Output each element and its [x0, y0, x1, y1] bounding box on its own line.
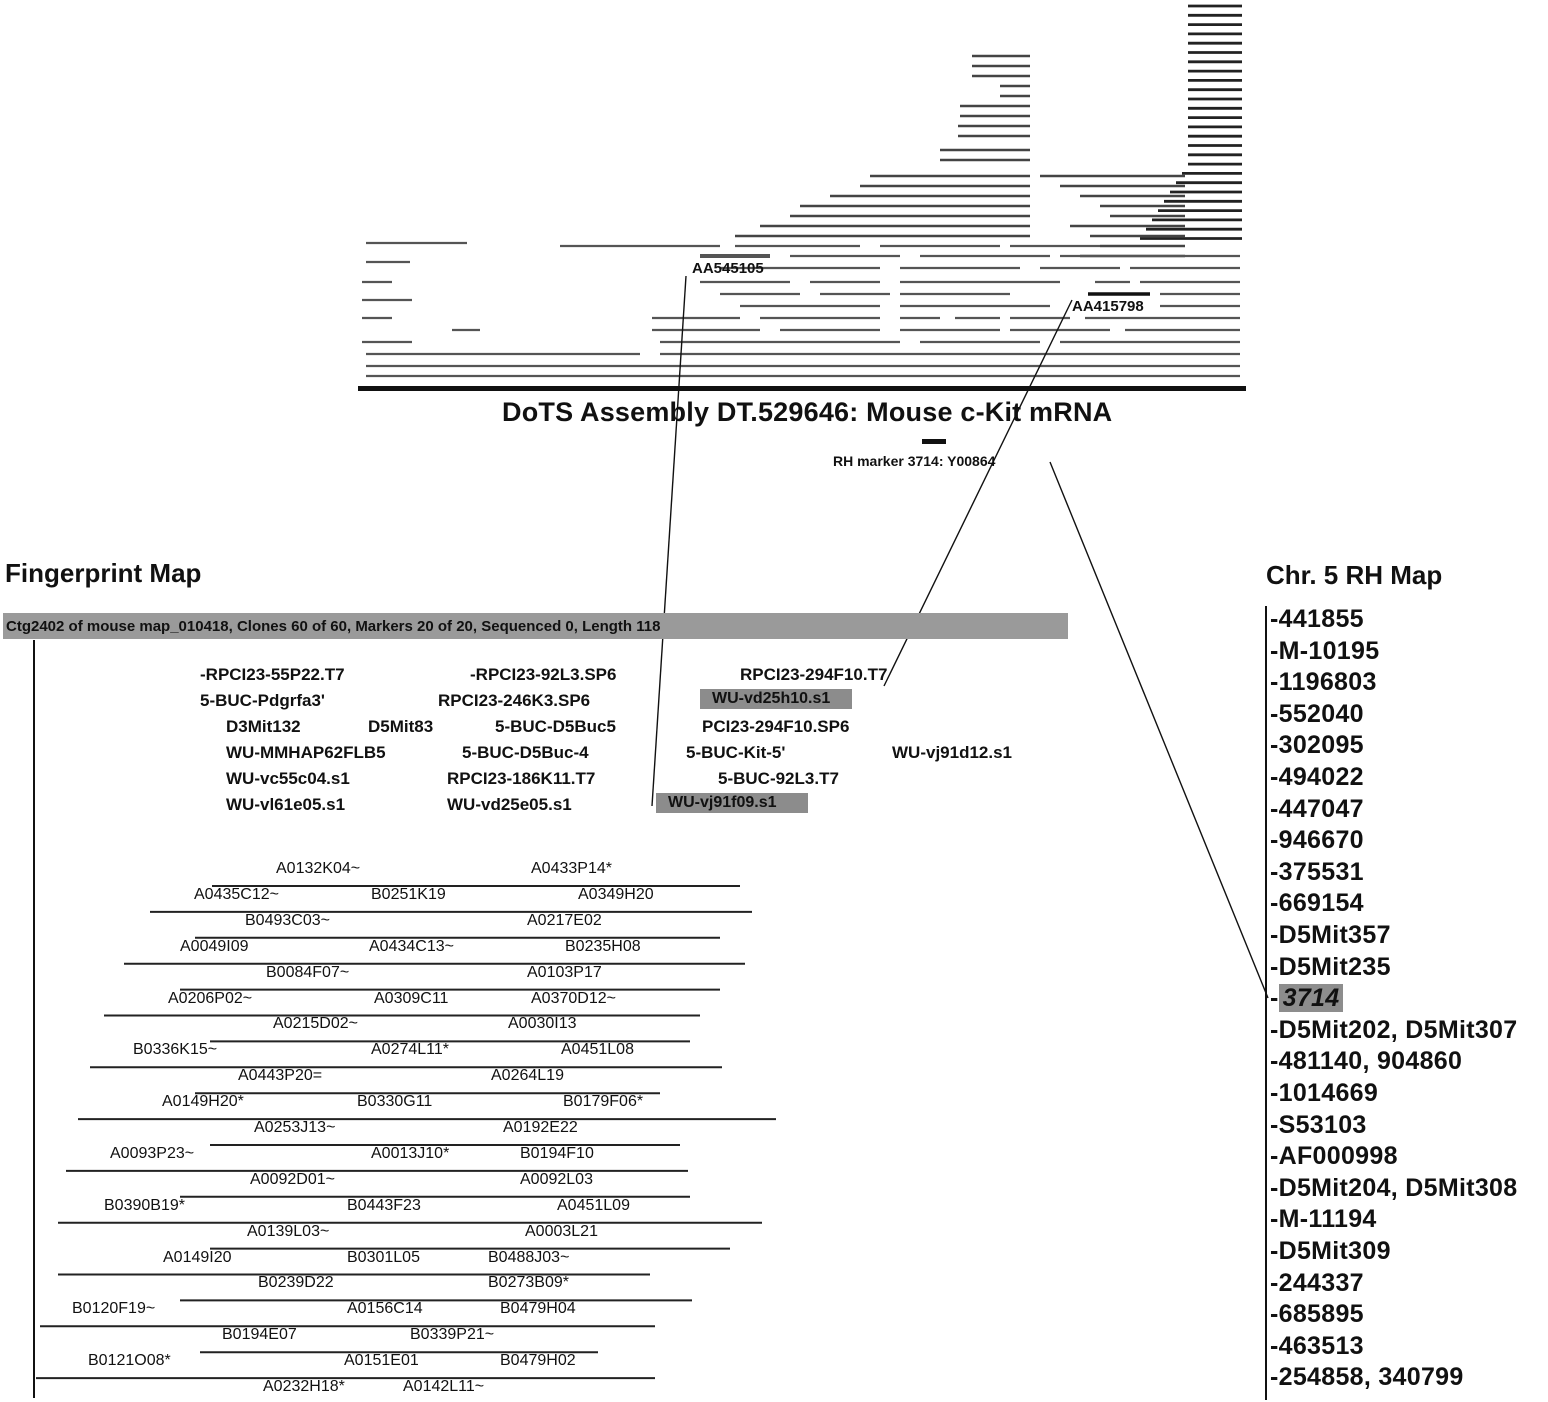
rh-marker-label: RH marker 3714: Y00864 — [833, 453, 996, 469]
clone-label: A0206P02~ — [168, 989, 253, 1007]
connector-rh-marker — [1050, 462, 1268, 998]
contig-bar-label: Ctg2402 of mouse map_010418, Clones 60 of 60, Markers 20 of 20, Sequenced 0, Length 118 — [6, 618, 661, 635]
clone-label: B0301L05 — [347, 1248, 420, 1266]
clone-label: A0132K04~ — [276, 860, 361, 877]
clone-label: A0443P20= — [238, 1067, 323, 1085]
clone-label: A0274L11* — [371, 1041, 449, 1059]
clone-label: B0336K15~ — [133, 1041, 218, 1059]
rh-entry: -447047 — [1270, 794, 1364, 823]
rh-entry: -441855 — [1270, 605, 1364, 633]
clone-label: A0349H20 — [578, 885, 654, 903]
rh-entry: -463513 — [1270, 1331, 1364, 1360]
clone-label: A0149I20 — [163, 1248, 232, 1266]
clone-label: B0235H08 — [565, 937, 641, 955]
clone-label: A0030I13 — [508, 1015, 577, 1033]
est-read-alignments — [362, 6, 1242, 376]
rh-entry: -D5Mit202, D5Mit307 — [1270, 1015, 1518, 1044]
clone-label: A0156C14 — [347, 1300, 423, 1318]
clone-label: A0434C13~ — [369, 937, 454, 955]
rh-entry: -302095 — [1270, 731, 1364, 760]
marker-label: WU-vd25e05.s1 — [447, 795, 572, 814]
rh-entry: -M-10195 — [1270, 636, 1380, 665]
clone-label: B0479H02 — [500, 1352, 576, 1370]
clone-label: A0264L19 — [491, 1067, 564, 1085]
rh-marker-bar — [922, 439, 946, 444]
clone-label: A0451L08 — [561, 1041, 634, 1059]
clone-label: A0435C12~ — [194, 885, 279, 903]
clone-label: A0013J10* — [371, 1144, 450, 1162]
marker-label: 5-BUC-Pdgrfa3' — [200, 691, 325, 710]
marker-label-highlighted: WU-vd25h10.s1 — [700, 689, 852, 709]
clone-label: B0479H04 — [500, 1300, 576, 1318]
rh-entry: -D5Mit357 — [1270, 921, 1391, 949]
rh-entry: -1196803 — [1270, 668, 1377, 697]
marker-label: RPCI23-186K11.T7 — [447, 769, 596, 788]
rh-entry: -669154 — [1270, 889, 1364, 918]
clone-label: B0339P21~ — [410, 1326, 495, 1344]
clone-label: A0232H18* — [263, 1378, 345, 1395]
clone-label: A0003L21 — [525, 1222, 598, 1240]
dots-assembly-title: DoTS Assembly DT.529646: Mouse c-Kit mRNA — [502, 397, 1113, 427]
rh-entry: -1014669 — [1270, 1079, 1379, 1107]
rh-entry-highlight-value: 3714 — [1279, 984, 1344, 1012]
marker-label: -RPCI23-55P22.T7 — [200, 665, 345, 684]
dots-assembly-bar — [358, 386, 1246, 391]
marker-label: PCI23-294F10.SP6 — [702, 717, 850, 736]
clone-label: B0251K19 — [371, 885, 446, 903]
clone-label: A0103P17 — [527, 963, 602, 981]
clone-label: B0084F07~ — [266, 963, 350, 981]
marker-label-highlighted: WU-vj91f09.s1 — [656, 793, 808, 813]
marker-label: WU-vj91d12.s1 — [892, 743, 1012, 762]
clone-label: B0194E07 — [222, 1326, 297, 1344]
connector-aa545105 — [652, 276, 686, 806]
clone-label: B0179F06* — [563, 1093, 644, 1111]
clone-label: B0390B19* — [104, 1196, 185, 1214]
est-label-aa545105: AA545105 — [692, 260, 764, 277]
clone-label: A0093P23~ — [110, 1144, 195, 1162]
clone-label: B0330G11 — [357, 1093, 433, 1111]
clone-label: A0092D01~ — [250, 1170, 335, 1188]
clone-label: A0451L09 — [557, 1196, 630, 1214]
clone-label: A0370D12~ — [531, 989, 616, 1007]
clone-label: B0121O08* — [88, 1352, 171, 1370]
clone-label: A0192E22 — [503, 1119, 578, 1136]
rh-entry: -685895 — [1270, 1300, 1364, 1329]
clone-label: A0215D02~ — [273, 1015, 358, 1033]
marker-label: WU-vc55c04.s1 — [226, 769, 350, 788]
clone-label: A0253J13~ — [254, 1119, 336, 1136]
rh-entry: -552040 — [1270, 699, 1364, 728]
rh-entry: -494022 — [1270, 763, 1364, 791]
clone-label: A0149H20* — [162, 1093, 244, 1111]
fingerprint-map-heading: Fingerprint Map — [5, 558, 202, 588]
clone-label: B0120F19~ — [72, 1300, 156, 1318]
marker-label: D5Mit83 — [368, 717, 434, 736]
clone-label: B0443F23 — [347, 1196, 421, 1214]
rh-map-heading: Chr. 5 RH Map — [1266, 560, 1443, 590]
rh-entry: -254858, 340799 — [1270, 1363, 1464, 1392]
clone-label: A0151E01 — [344, 1352, 419, 1370]
clone-label: B0194F10 — [520, 1144, 594, 1162]
rh-entry-highlighted: - 3714 — [1270, 984, 1343, 1013]
clone-label: B0273B09* — [488, 1274, 569, 1292]
clone-label: B0488J03~ — [488, 1248, 570, 1266]
rh-entry: -375531 — [1270, 857, 1364, 886]
clone-label: A0139L03~ — [247, 1222, 330, 1240]
marker-label: WU-MMHAP62FLB5 — [226, 743, 386, 762]
clone-label: A0142L11~ — [403, 1378, 485, 1395]
est-label-aa415798: AA415798 — [1072, 298, 1144, 315]
clone-label: A0217E02 — [527, 911, 602, 929]
clone-label: A0433P14* — [531, 860, 612, 877]
rh-entry: -481140, 904860 — [1270, 1047, 1463, 1076]
rh-entry: -D5Mit204, D5Mit308 — [1270, 1173, 1518, 1202]
clone-label: A0092L03 — [520, 1170, 593, 1188]
clone-label: B0493C03~ — [245, 911, 330, 929]
clone-label: A0049I09 — [180, 937, 249, 955]
rh-entry: -M-11194 — [1270, 1205, 1377, 1234]
rh-entry: -AF000998 — [1270, 1142, 1398, 1171]
rh-entry: -244337 — [1270, 1268, 1364, 1297]
marker-label: 5-BUC-92L3.T7 — [718, 769, 839, 788]
marker-label: 5-BUC-D5Buc5 — [495, 717, 616, 736]
marker-label: WU-vl61e05.s1 — [226, 795, 346, 814]
marker-label: RPCI23-294F10.T7 — [740, 665, 888, 684]
marker-label: -RPCI23-92L3.SP6 — [470, 665, 617, 684]
rh-entry: -D5Mit235 — [1270, 952, 1391, 981]
rh-entry: -946670 — [1270, 826, 1364, 855]
marker-label: 5-BUC-Kit-5' — [686, 743, 786, 762]
clone-label: A0309C11 — [374, 989, 449, 1007]
marker-label: 5-BUC-D5Buc-4 — [462, 743, 589, 762]
marker-label: RPCI23-246K3.SP6 — [438, 691, 591, 710]
clone-label: B0239D22 — [258, 1274, 334, 1292]
rh-entry: -S53103 — [1270, 1110, 1367, 1139]
marker-label: D3Mit132 — [226, 717, 301, 736]
rh-entry: -D5Mit309 — [1270, 1237, 1391, 1265]
